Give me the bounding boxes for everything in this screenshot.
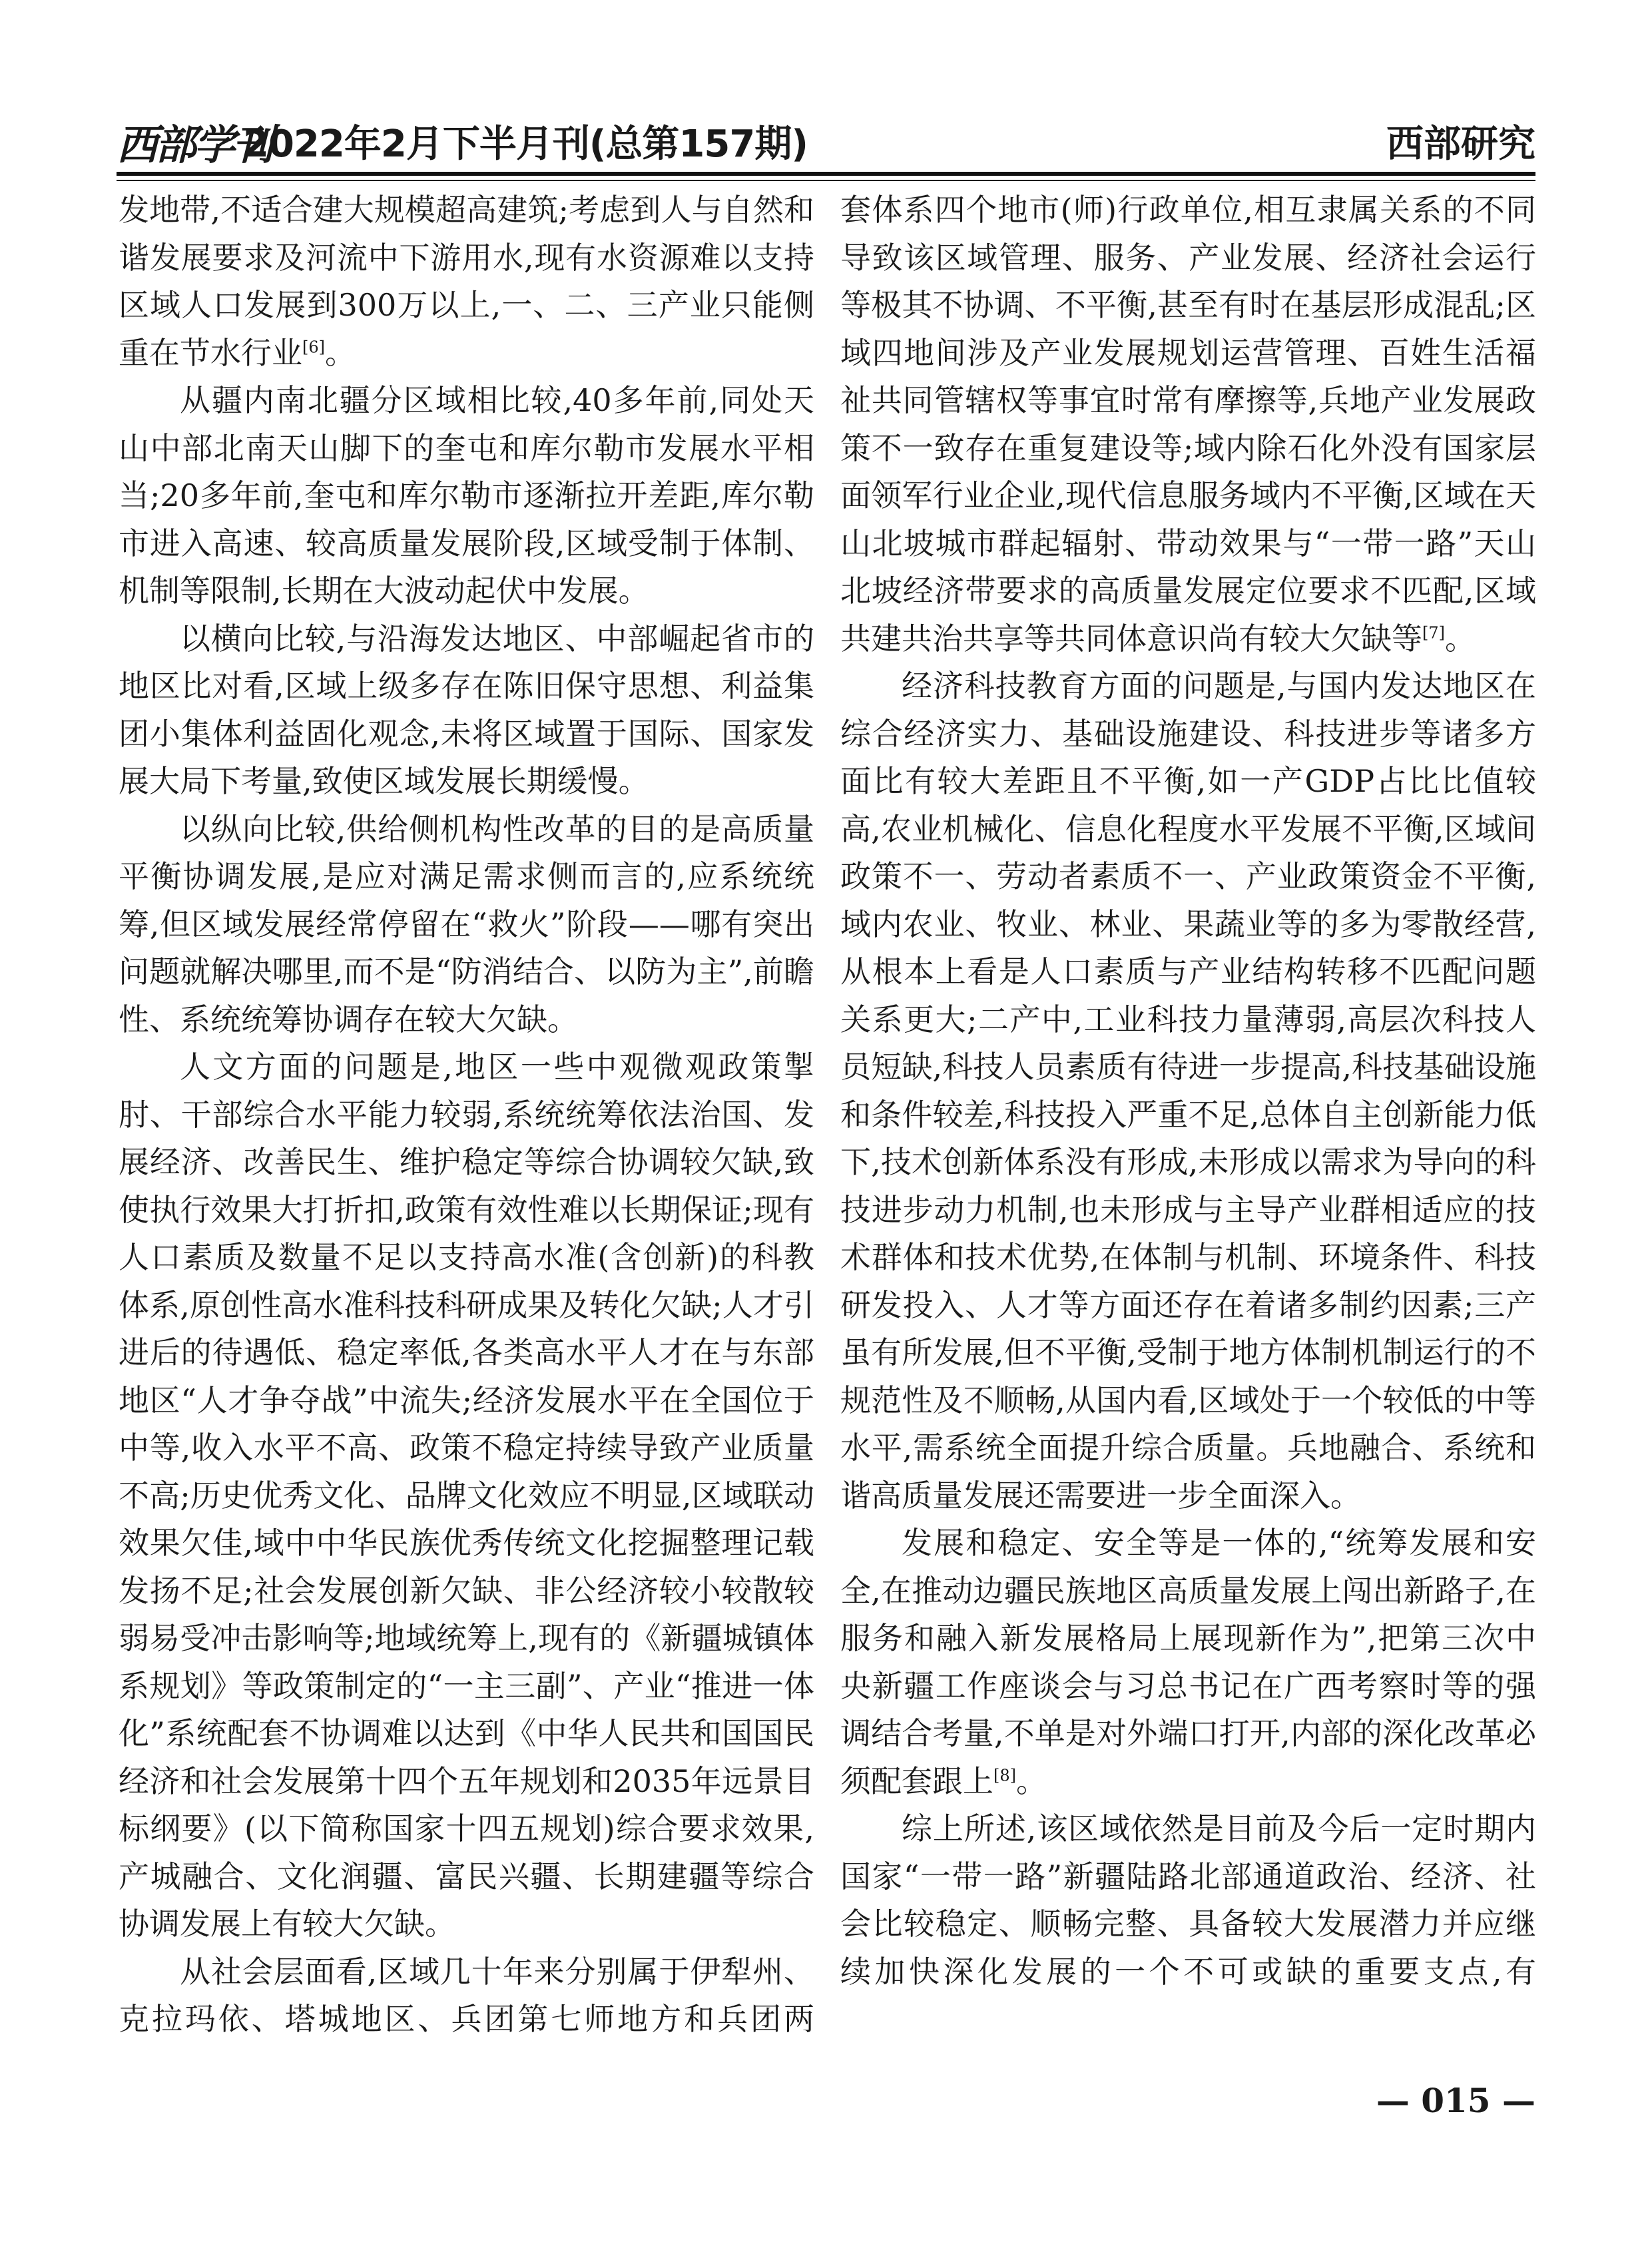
header-rule-thin: [117, 180, 1535, 181]
paragraph: 从社会层面看,区域几十年来分别属于伊犁州、克拉玛依、塔城地区、兵团第七师地方和兵团两: [119, 1953, 814, 2037]
paragraph: 套体系四个地市(师)行政单位,相互隶属关系的不同导致该区域管理、服务、产业发展、经济社会运行等极其不协调、不平衡,甚至有时在基层形成混乱;区域四地间涉及产业发展规划运营管理、百姓生活福祉共同管辖权等事宜时常有摩擦等,兵地产业发展政策不一致存在重复建设等;域内除石化外没有国家层面领军行业企业,现代信息服务域内不平衡,区域在天山北坡城市群起辐射、带动效果与“一带一路”天山北坡经济带要求的高质量发展定位要求不匹配,区域共建共治共享等共同体意识尚有较大欠缺等[7]。: [840, 192, 1536, 657]
page-header: [117, 107, 1535, 169]
citation-ref: [6]: [302, 338, 325, 357]
issue-info: 2022年2月下半月刊(总第157期): [243, 123, 808, 166]
paragraph: 发展和稳定、安全等是一体的,“统筹发展和安全,在推动边疆民族地区高质量发展上闯出新路子,在服务和融入新发展格局上展现新作为”,把第三次中央新疆工作座谈会与习总书记在广西考察时等的强调结合考量,不单是对外端口打开,内部的深化改革必须配套跟上[8]。: [840, 1525, 1536, 1799]
paragraph: 以纵向比较,供给侧机构性改革的目的是高质量平衡协调发展,是应对满足需求侧而言的,应系统统筹,但区域发展经常停留在“救火”阶段——哪有突出问题就解决哪里,而不是“防消结合、以防为主”,前瞻性、系统统筹协调存在较大欠缺。: [119, 810, 814, 1037]
paragraph: 以横向比较,与沿海发达地区、中部崛起省市的地区比对看,区域上级多存在陈旧保守思想、利益集团小集体利益固化观念,未将区域置于国际、国家发展大局下考量,致使区域发展长期缓慢。: [119, 620, 814, 799]
header-rule-thick: [117, 172, 1535, 176]
left-column: [119, 186, 814, 2071]
journal-logo: 西部学刊: [117, 121, 272, 169]
paragraph: 从疆内南北疆分区域相比较,40多年前,同处天山中部北南天山脚下的奎屯和库尔勒市发展水平相当;20多年前,奎屯和库尔勒市逐渐拉开差距,库尔勒市进入高速、较高质量发展阶段,区域受制于体制、机制等限制,长期在大波动起伏中发展。: [119, 382, 814, 609]
right-column: [840, 186, 1536, 2071]
citation-ref: [8]: [993, 1766, 1016, 1785]
paragraph: 发地带,不适合建大规模超高建筑;考虑到人与自然和谐发展要求及河流中下游用水,现有水资源难以支持区域人口发展到300万以上,一、二、三产业只能侧重在节水行业[6]。: [119, 192, 814, 371]
paragraph: 人文方面的问题是,地区一些中观微观政策掣肘、干部综合水平能力较弱,系统统筹依法治国、发展经济、改善民生、维护稳定等综合协调较欠缺,致使执行效果大打折扣,政策有效性难以长期保证;现有人口素质及数量不足以支持高水准(含创新)的科教体系,原创性高水准科技科研成果及转化欠缺;人才引进后的待遇低、稳定率低,各类高水平人才在与东部地区“人才争夺战”中流失;经济发展水平在全国位于中等,收入水平不高、政策不稳定持续导致产业质量不高;历史优秀文化、品牌文化效应不明显,区域联动效果欠佳,域中中华民族优秀传统文化挖掘整理记载发扬不足;社会发展创新欠缺、非公经济较小较散较弱易受冲击影响等;地域统筹上,现有的《新疆城镇体系规划》等政策制定的“一主三副”、产业“推进一体化”系统配套不协调难以达到《中华人民共和国国民经济和社会发展第十四个五年规划和2035年远景目标纲要》(以下简称国家十四五规划)综合要求效果,产城融合、文化润疆、富民兴疆、长期建疆等综合协调发展上有较大欠缺。: [119, 1049, 814, 1942]
page-number: — 015 —: [1376, 2081, 1535, 2120]
section-title: 西部研究: [1386, 123, 1535, 166]
citation-ref: [7]: [1422, 623, 1445, 643]
paragraph: 综上所述,该区域依然是目前及今后一定时期内国家“一带一路”新疆陆路北部通道政治、经济、社会比较稳定、顺畅完整、具备较大发展潜力并应继续加快深化发展的一个不可或缺的重要支点,有: [840, 1811, 1536, 1990]
paragraph: 经济科技教育方面的问题是,与国内发达地区在综合经济实力、基础设施建设、科技进步等诸多方面比有较大差距且不平衡,如一产GDP占比比值较高,农业机械化、信息化程度水平发展不平衡,区域间政策不一、劳动者素质不一、产业政策资金不平衡,域内农业、牧业、林业、果蔬业等的多为零散经营,从根本上看是人口素质与产业结构转移不匹配问题关系更大;二产中,工业科技力量薄弱,高层次科技人员短缺,科技人员素质有待进一步提高,科技基础设施和条件较差,科技投入严重不足,总体自主创新能力低下,技术创新体系没有形成,未形成以需求为导向的科技进步动力机制,也未形成与主导产业群相适应的技术群体和技术优势,在体制与机制、环境条件、科技研发投入、人才等方面还存在着诸多制约因素;三产虽有所发展,但不平衡,受制于地方体制机制运行的不规范性及不顺畅,从国内看,区域处于一个较低的中等水平,需系统全面提升综合质量。兵地融合、系统和谐高质量发展还需要进一步全面深入。: [840, 668, 1536, 1514]
